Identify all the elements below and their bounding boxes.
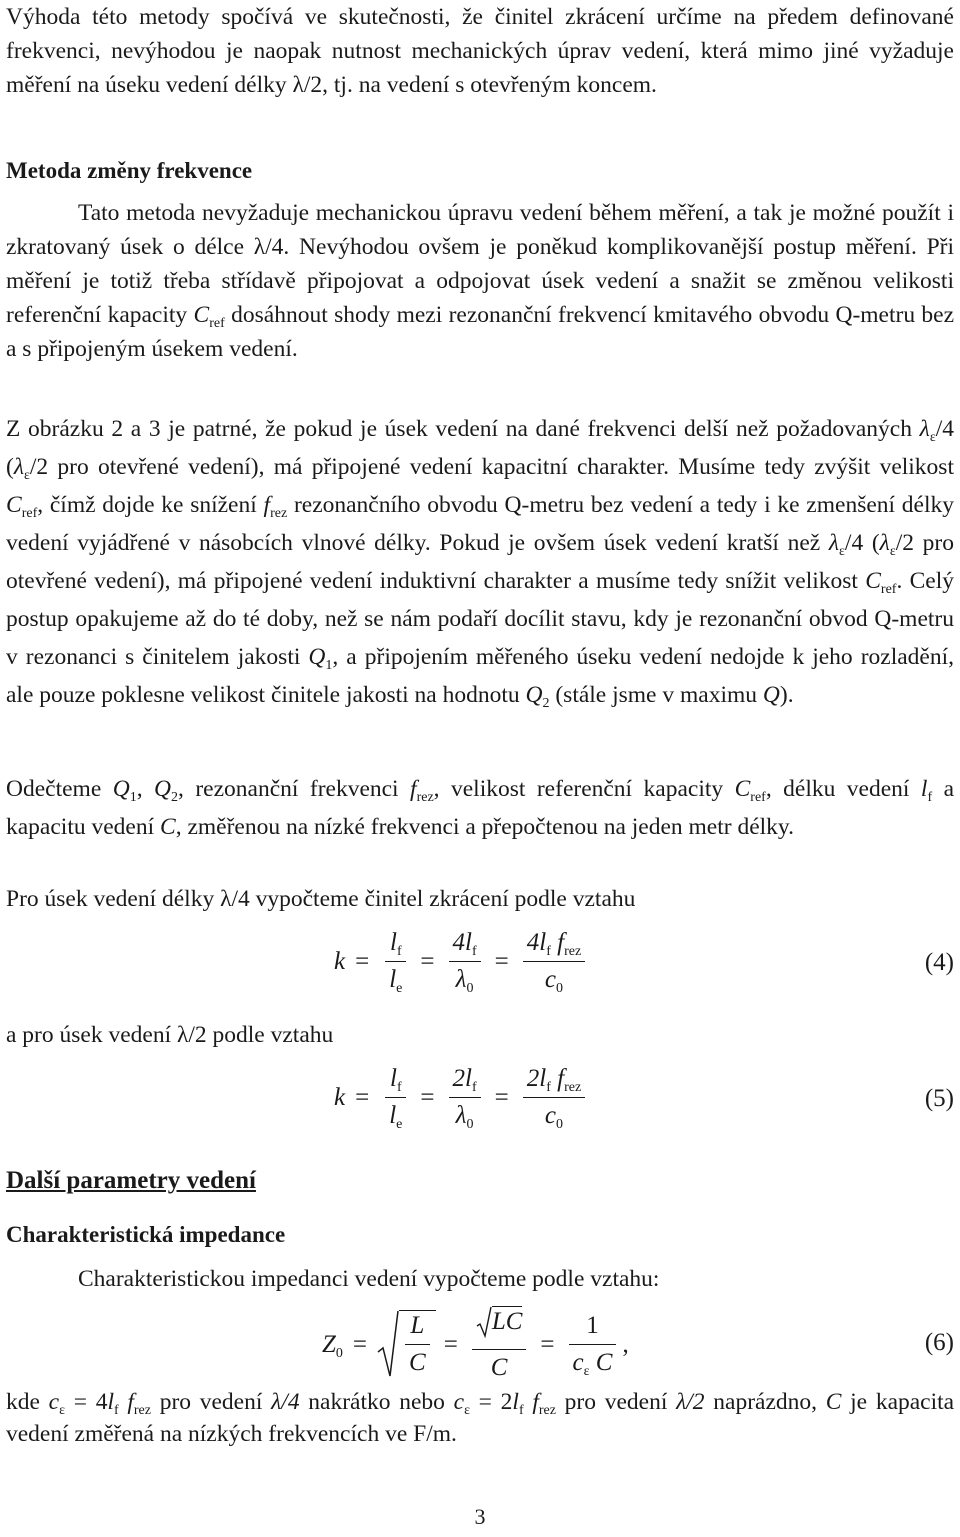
equation-5-label: (5) xyxy=(924,1085,954,1112)
page-number: 3 xyxy=(474,1504,486,1529)
paragraph-lambda4: Pro úsek vedení délky λ/4 vypočteme činitel zkrácení podle vztahu xyxy=(6,886,636,912)
sqrt-l-over-c: $\frac{L}{C}$ xyxy=(377,1310,436,1380)
lambda-eps: $\lambda_\varepsilon$ xyxy=(919,416,936,445)
intro-paragraph: Výhoda této metody spočívá ve skutečnosti, že činitel zkrácení určíme na předem definované frekvenci, nevýhodou je naopak nutnost mechanických úprav vedení, která mimo jiné vyžaduje měření na úseku vedení délky λ/2, tj. na vedení s otevřeným koncem. xyxy=(6,4,954,98)
paragraph-method xyxy=(6,196,954,366)
heading-more-parameters: Další parametry vedení xyxy=(6,1167,256,1194)
paragraph-lambda2: a pro úsek vedení λ/2 podle vztahu xyxy=(6,1022,334,1048)
para2-end-text: dosáhnout shody mezi rezonanční frekvencí kmitavého obvodu Q-metru bez a s připojeným úsekem vedení. xyxy=(6,302,955,362)
equation-4: k = $\frac{l_f}{l_e}$ = $\frac{4l_f}{\lambda_0}$ = $\frac{4l_f f_{rez}}{c_0}$ (4) xyxy=(334,929,954,996)
para2-text: Tato metoda nevyžaduje mechanickou úpravu vedení během měření, a tak je možné použít i zkratovaný úsek o délce λ/4. Nevýhodou ovšem je poněkud komplikovanější postup měření. Při měření je totiž třeba střídavě připojovat a odpojovat úsek vedení a snažit se změnou velikosti referenční kapacity xyxy=(6,200,954,328)
equation-4-label: (4) xyxy=(924,949,954,976)
paragraph-impedance: Charakteristickou impedanci vedení vypočteme podle vztahu: xyxy=(78,1266,660,1292)
paragraph-readout: Odečteme $Q_1$, $Q_2$, rezonanční frekvenci $f_{rez}$, velikost referenční kapacity $C_{ref}$, délku vedení $l_f$ a kapacitu vedení C, změřenou na nízké frekvenci a přepočtenou na jeden metr délky. xyxy=(6,776,954,840)
paragraph-where: kde $c_\varepsilon = 4l_f$ $f_{rez}$ pro vedení λ/4 nakrátko nebo $c_\varepsilon = 2l_f$ $f_{rez}$ pro vedení λ/2 naprázdno, C je kapacita vedení změřená na nízkých frekvencích ve F/m. xyxy=(6,1389,955,1447)
section-heading: Metoda změny frekvence xyxy=(6,158,253,183)
paragraph-procedure: Z obrázku 2 a 3 je patrné, že pokud je úsek vedení na dané frekvenci delší než požadovaných $\lambda_\varepsilon/4$ ($\lambda_\varepsilon/2$ pro otevřené vedení), má připojené vedení kapacitní charakter. Musíme tedy zvýšit velikost $C_{ref}$, čímž dojde ke snížení $f_{rez}$ rezonančního obvodu Q-metru bez vedení a tedy i ke zmenšení délky vedení vyjádřené v násobcích vlnové délky. Pokud je ovšem úsek vedení kratší než $\lambda_\varepsilon/4$ ($\lambda_\varepsilon/2$ pro otevřené vedení), má připojené vedení induktivní charakter a musíme tedy snížit velikost $C_{ref}$. Celý postup opakujeme až do té doby, než se nám podaří docílit stavu, kdy je rezonanční obvod Q-metru v rezonanci s činitelem jakosti $Q_1$, a připojením měřeného úseku vedení nedojde k jeho rozladění, ale pouze poklesne velikost činitele jakosti na hodnotu $Q_2$ (stále jsme v maximu Q). xyxy=(6,416,955,711)
equation-5: k = $\frac{l_f}{l_e}$ = $\frac{2l_f}{\lambda_0}$ = $\frac{2l_f f_{rez}}{c_0}$ (5) xyxy=(334,1065,954,1132)
cref-symbol: $C_{ref}$ xyxy=(193,302,225,331)
heading-characteristic-impedance: Charakteristická impedance xyxy=(6,1222,286,1247)
equation-6-label: (6) xyxy=(924,1329,954,1356)
equation-6: $Z_0$ = $\frac{L}{C}$ = $\frac{LC}{C}$ = $\frac{1}{c_\varepsilon C}$ , (6) xyxy=(322,1308,954,1381)
